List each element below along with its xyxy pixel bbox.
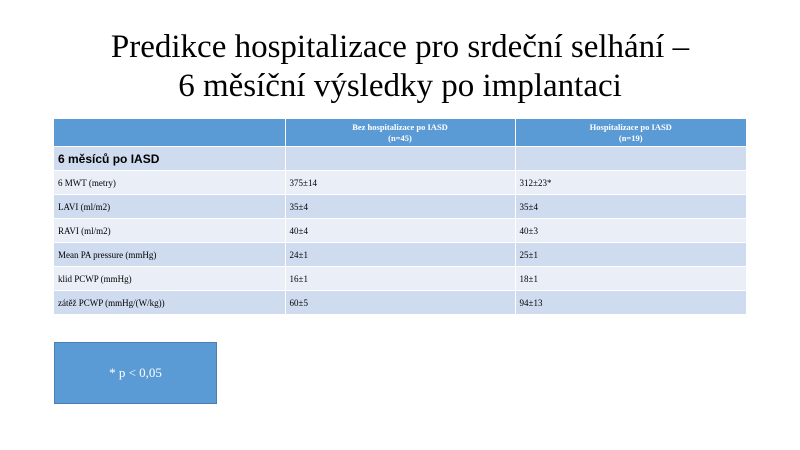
table-header-row	[54, 119, 746, 147]
row-value-no-hosp: 35±4	[285, 195, 515, 219]
row-value-no-hosp: 60±5	[285, 291, 515, 315]
significance-note-text: * p < 0,05	[109, 365, 162, 380]
slide-title-line-1: Predikce hospitalizace pro srdeční selhání –	[110, 29, 690, 65]
section-row	[54, 147, 746, 171]
table-row	[54, 195, 746, 219]
row-label: RAVI (ml/m2)	[54, 219, 285, 243]
slide-title	[0, 28, 800, 106]
row-label: Mean PA pressure (mmHg)	[54, 243, 285, 267]
row-value-no-hosp: 40±4	[285, 219, 515, 243]
header-cell-hospitalization	[515, 119, 746, 147]
header-hosp-count: (n=19)	[618, 132, 643, 143]
row-value-no-hosp: 16±1	[285, 267, 515, 291]
row-value-hosp: 25±1	[515, 243, 746, 267]
row-label: LAVI (ml/m2)	[54, 195, 285, 219]
header-hosp-label: Hospitalizace po IASD	[589, 121, 672, 132]
section-empty-cell	[515, 147, 746, 171]
row-value-hosp: 18±1	[515, 267, 746, 291]
section-empty-cell	[285, 147, 515, 171]
slide-title-line-2: 6 měsíční výsledky po implantaci	[178, 68, 622, 104]
table-row	[54, 243, 746, 267]
table-row	[54, 291, 746, 315]
significance-note-box	[54, 342, 217, 404]
row-value-hosp: 40±3	[515, 219, 746, 243]
table-row	[54, 171, 746, 195]
row-value-no-hosp: 375±14	[285, 171, 515, 195]
row-label: 6 MWT (metry)	[54, 171, 285, 195]
table-row	[54, 219, 746, 243]
row-label: zátěž PCWP (mmHg/(W/kg))	[54, 291, 285, 315]
row-value-hosp: 35±4	[515, 195, 746, 219]
header-no-hosp-label: Bez hospitalizace po IASD	[352, 121, 448, 132]
row-label: klid PCWP (mmHg)	[54, 267, 285, 291]
row-value-hosp: 312±23*	[515, 171, 746, 195]
row-value-no-hosp: 24±1	[285, 243, 515, 267]
header-no-hosp-count: (n=45)	[388, 132, 412, 143]
row-value-hosp: 94±13	[515, 291, 746, 315]
section-label: 6 měsíců po IASD	[54, 147, 285, 171]
header-cell-no-hospitalization	[285, 119, 515, 147]
header-cell-empty	[54, 119, 285, 147]
table-row	[54, 267, 746, 291]
results-table	[54, 119, 746, 315]
